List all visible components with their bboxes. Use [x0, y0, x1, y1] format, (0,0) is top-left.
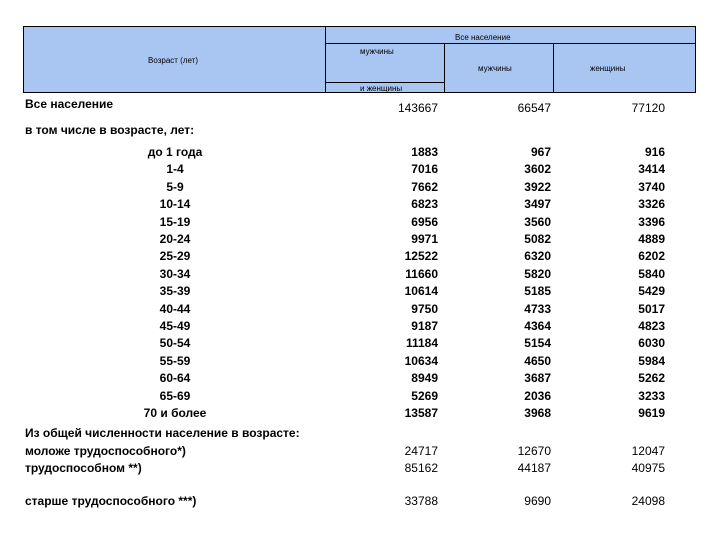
- header-both-top: мужчины: [360, 47, 394, 56]
- age-row-both: 6956: [411, 215, 438, 229]
- age-row-both: 13587: [404, 406, 438, 420]
- age-row-both: 7662: [411, 180, 438, 194]
- header-divider-both-sexes: [325, 82, 444, 83]
- age-row-women: 3414: [638, 162, 665, 176]
- age-row-women: 9619: [638, 406, 665, 420]
- age-row-women: 5262: [638, 371, 665, 385]
- working-row-women: 12047: [631, 444, 665, 458]
- age-row-women: 916: [644, 145, 665, 159]
- header-divider-men: [444, 43, 445, 93]
- age-row-both: 5269: [411, 389, 438, 403]
- age-row-men: 5082: [524, 232, 551, 246]
- age-row-men: 4364: [524, 319, 551, 333]
- age-row-women: 4823: [638, 319, 665, 333]
- age-row-men: 3560: [524, 215, 551, 229]
- total-women: 77120: [631, 101, 665, 115]
- age-row-men: 4733: [524, 302, 551, 316]
- working-row-both: 85162: [404, 461, 438, 475]
- header-both-bottom: и женщины: [360, 84, 403, 93]
- age-row-both: 10634: [404, 354, 438, 368]
- age-row-label: 35-39: [159, 284, 191, 298]
- working-heading: Из общей численности население в возрасте:: [25, 426, 300, 440]
- age-row-both: 6823: [411, 197, 438, 211]
- age-row-men: 967: [530, 145, 551, 159]
- age-row-men: 5185: [524, 284, 551, 298]
- working-row-both: 33788: [404, 494, 438, 508]
- working-row-men: 9690: [524, 494, 551, 508]
- age-row-men: 3497: [524, 197, 551, 211]
- age-row-women: 3740: [638, 180, 665, 194]
- age-row-label: 20-24: [159, 232, 191, 246]
- age-row-both: 12522: [404, 249, 438, 263]
- age-row-men: 2036: [524, 389, 551, 403]
- age-row-women: 6030: [638, 336, 665, 350]
- age-row-label: 1-4: [166, 162, 184, 176]
- age-row-men: 3968: [524, 406, 551, 420]
- working-row-label: трудоспособном **): [25, 461, 142, 475]
- total-both: 143667: [397, 101, 438, 115]
- age-row-label: 50-54: [159, 336, 191, 350]
- subheading: в том числе в возрасте, лет:: [25, 123, 195, 137]
- age-row-men: 3687: [524, 371, 551, 385]
- age-row-label: 15-19: [159, 215, 191, 229]
- age-row-label: до 1 года: [147, 145, 203, 159]
- header-title: Все население: [455, 33, 511, 42]
- working-row-women: 40975: [631, 461, 665, 475]
- working-row-label: старше трудоспособного ***): [25, 494, 197, 508]
- age-row-women: 5984: [638, 354, 665, 368]
- header-divider-horizontal: [325, 43, 696, 44]
- age-row-label: 10-14: [159, 197, 191, 211]
- age-row-women: 3396: [638, 215, 665, 229]
- age-row-both: 7016: [411, 162, 438, 176]
- age-row-men: 4650: [524, 354, 551, 368]
- age-row-women: 3326: [638, 197, 665, 211]
- total-men: 66547: [517, 101, 551, 115]
- age-row-label: 55-59: [159, 354, 191, 368]
- header-men: мужчины: [478, 64, 512, 73]
- age-row-both: 9750: [411, 302, 438, 316]
- age-row-label: 60-64: [159, 371, 191, 385]
- age-row-women: 5840: [638, 267, 665, 281]
- age-row-women: 5429: [638, 284, 665, 298]
- header-women: женщины: [590, 64, 626, 73]
- total-label: Все население: [25, 97, 114, 111]
- age-row-both: 1883: [411, 145, 438, 159]
- header-age: Возраст (лет): [148, 56, 198, 65]
- age-row-both: 9187: [411, 319, 438, 333]
- age-row-men: 5154: [524, 336, 551, 350]
- header-divider-women: [553, 43, 554, 93]
- age-row-both: 10614: [404, 284, 438, 298]
- age-row-both: 11660: [405, 267, 438, 281]
- age-row-label: 45-49: [159, 319, 191, 333]
- age-row-label: 40-44: [159, 302, 191, 316]
- working-row-men: 12670: [517, 444, 551, 458]
- working-row-men: 44187: [517, 461, 551, 475]
- working-row-both: 24717: [404, 444, 438, 458]
- header-divider-age: [325, 26, 326, 93]
- age-row-label: 70 и более: [143, 406, 207, 420]
- age-row-label: 25-29: [159, 249, 191, 263]
- age-row-women: 4889: [638, 232, 665, 246]
- age-row-label: 30-34: [159, 267, 191, 281]
- age-row-men: 6320: [524, 249, 551, 263]
- age-row-women: 3233: [638, 389, 665, 403]
- working-row-label: моложе трудоспособного*): [25, 444, 186, 458]
- age-row-label: 65-69: [159, 389, 191, 403]
- age-row-men: 5820: [524, 267, 551, 281]
- age-row-both: 11184: [405, 336, 438, 350]
- age-row-label: 5-9: [166, 180, 184, 194]
- age-row-women: 6202: [638, 249, 665, 263]
- age-row-both: 8949: [411, 371, 438, 385]
- working-row-women: 24098: [631, 494, 665, 508]
- age-row-both: 9971: [411, 232, 438, 246]
- age-row-men: 3922: [524, 180, 551, 194]
- age-row-men: 3602: [524, 162, 551, 176]
- age-row-women: 5017: [638, 302, 665, 316]
